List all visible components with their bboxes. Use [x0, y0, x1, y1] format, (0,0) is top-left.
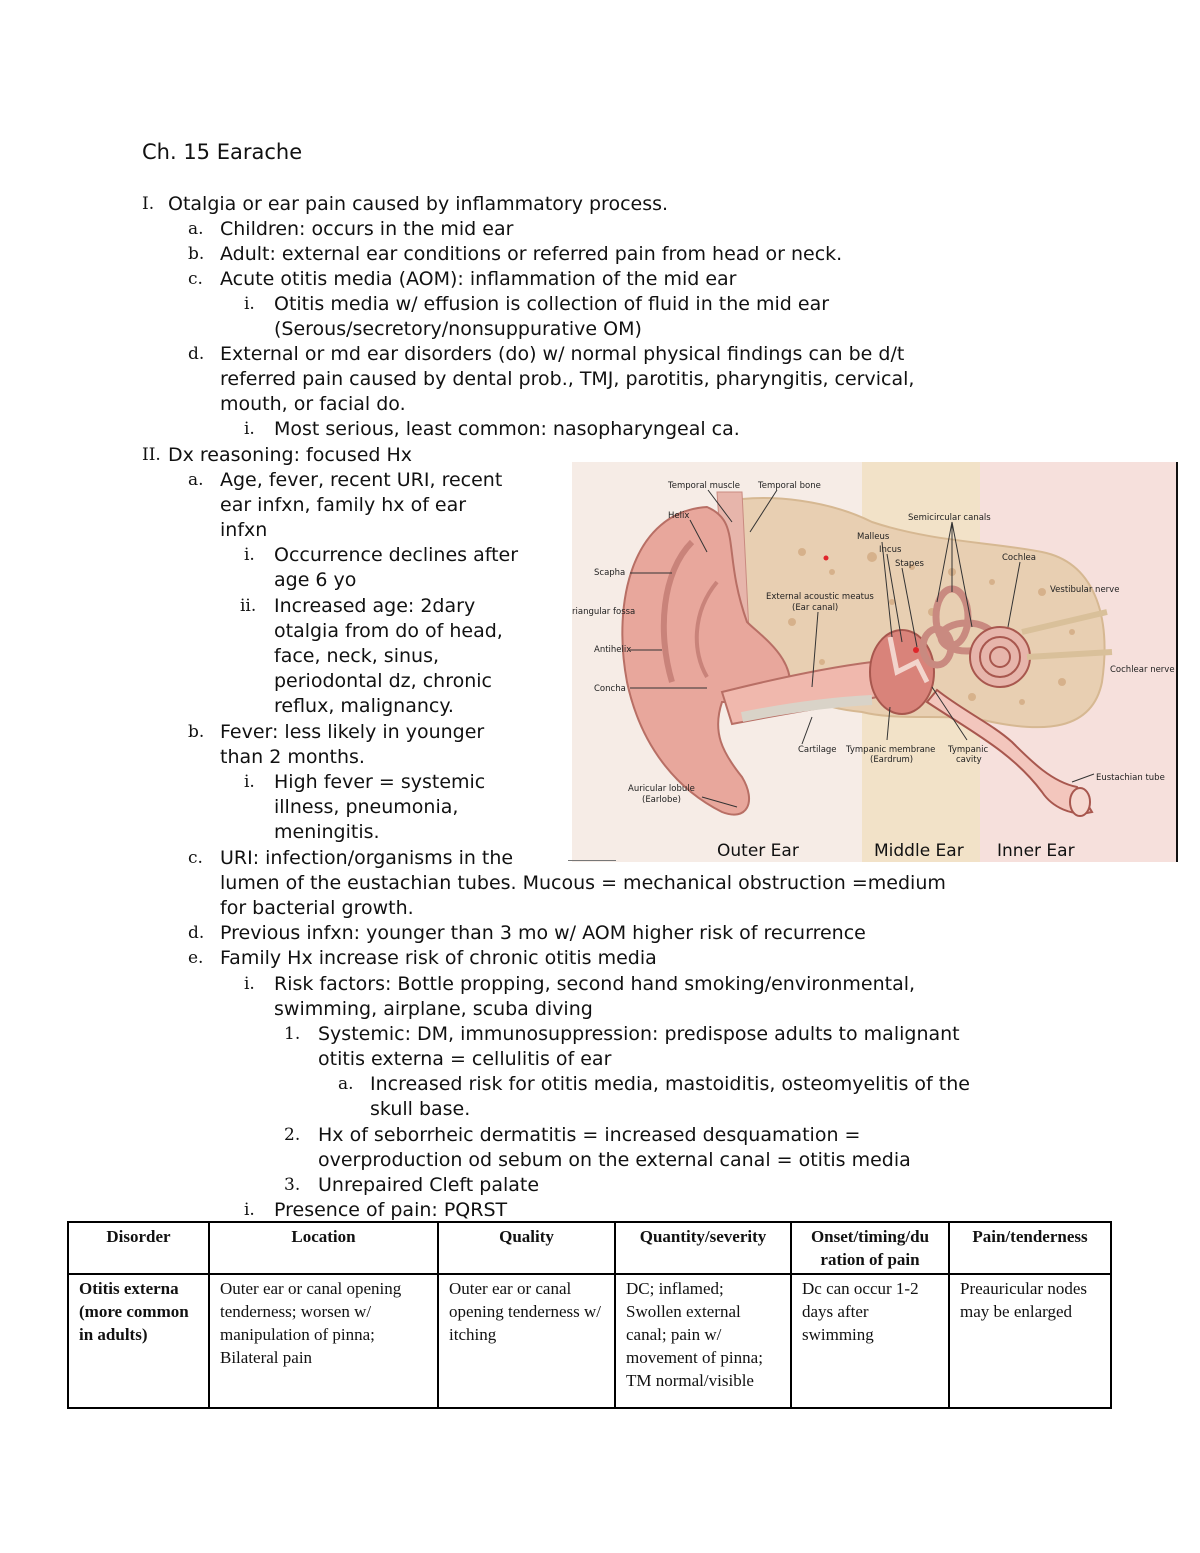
header-quantity-severity: Quantity/severity: [615, 1222, 791, 1274]
label-eustachian-tube: Eustachian tube: [1096, 773, 1165, 783]
label-auricular-lobule: Auricular lobule: [628, 784, 695, 794]
outline-line: lumen of the eustachian tubes. Mucous = mechanical obstruction =medium: [220, 872, 946, 894]
header-onset-timing: Onset/timing/du ration of pain: [791, 1222, 949, 1274]
outline-line: Acute otitis media (AOM): inflammation of the mid ear: [220, 268, 737, 290]
cochlea: [970, 627, 1030, 687]
label-incus: Incus: [879, 545, 902, 555]
outline-line: for bacterial growth.: [220, 897, 414, 919]
outline-line: age 6 yo: [274, 569, 357, 591]
outline-line: Hx of seborrheic dermatitis = increased desquamation =: [318, 1124, 861, 1146]
outline-line: meningitis.: [274, 821, 380, 843]
label-triangular-fossa: riangular fossa: [572, 607, 636, 617]
header-disorder: Disorder: [68, 1222, 209, 1274]
label-semicircular-canals: Semicircular canals: [908, 513, 991, 523]
outline-marker: i.: [244, 772, 255, 792]
label-temporal-bone: Temporal bone: [758, 481, 821, 491]
label-concha: Concha: [594, 684, 626, 694]
page-title: Ch. 15 Earache: [142, 140, 303, 164]
label-earlobe: (Earlobe): [642, 795, 681, 805]
header-quality: Quality: [438, 1222, 615, 1274]
outline-marker: 1.: [284, 1024, 301, 1044]
label-helix: Helix: [668, 511, 690, 521]
outline-line: (Serous/secretory/nonsuppurative OM): [274, 318, 642, 340]
outline-line: periodontal dz, chronic: [274, 670, 492, 692]
outline-line: Unrepaired Cleft palate: [318, 1174, 540, 1196]
outline-line: Otalgia or ear pain caused by inflammatory process.: [168, 193, 669, 215]
label-eardrum: (Eardrum): [870, 755, 914, 765]
outline-marker: i.: [244, 294, 255, 314]
outline-line: than 2 months.: [220, 746, 365, 768]
label-vestibular-nerve: Vestibular nerve: [1050, 585, 1120, 595]
cell-quality: Outer ear or canal opening tenderness w/ itching: [438, 1274, 615, 1408]
cell-disorder: Otitis externa (more common in adults): [68, 1274, 209, 1408]
outline-line: overproduction od sebum on the external canal = otitis media: [318, 1149, 911, 1171]
outline-line: Age, fever, recent URI, recent: [220, 469, 503, 491]
stapes-marker: [913, 647, 919, 653]
ear-disorder-table: [67, 1221, 1112, 1409]
outline-line: Adult: external ear conditions or referred pain from head or neck.: [220, 243, 843, 265]
outline-line: Risk factors: Bottle propping, second hand smoking/environmental,: [274, 973, 916, 995]
table-row: [68, 1274, 1111, 1408]
label-tympanic-membrane: Tympanic membrane: [846, 745, 936, 755]
outline-line: Most serious, least common: nasopharyngeal ca.: [274, 418, 740, 440]
label-malleus: Malleus: [857, 532, 890, 542]
label-antihelix: Antihelix: [594, 645, 632, 655]
outline-line: reflux, malignancy.: [274, 695, 454, 717]
outline-line: swimming, airplane, scuba diving: [274, 998, 593, 1020]
outline-marker: i.: [244, 545, 255, 565]
label-stapes: Stapes: [895, 559, 924, 569]
outline-line: Otitis media w/ effusion is collection of fluid in the mid ear: [274, 293, 830, 315]
outline-line: Family Hx increase risk of chronic otitis media: [220, 947, 657, 969]
outline-line: Fever: less likely in younger: [220, 721, 485, 743]
outline-line: skull base.: [370, 1098, 471, 1120]
table-header-row: [68, 1222, 1111, 1274]
outline-line: Presence of pain: PQRST: [274, 1199, 508, 1221]
label-ear-canal: (Ear canal): [792, 603, 839, 613]
outline-line: Occurrence declines after: [274, 544, 519, 566]
outline-line: Dx reasoning: focused Hx: [168, 444, 413, 466]
outline-marker: d.: [188, 923, 205, 943]
outline-marker: i.: [244, 419, 255, 439]
outline-marker: c.: [188, 848, 203, 868]
outline-marker: c.: [188, 269, 203, 289]
label-scapha: Scapha: [594, 568, 626, 578]
outline-marker: II.: [142, 445, 161, 465]
outline-marker: b.: [188, 722, 205, 742]
outline-marker: a.: [188, 219, 204, 239]
outline-line: referred pain caused by dental prob., TMJ, parotitis, pharyngitis, cervical,: [220, 368, 915, 390]
outline-line: otitis externa = cellulitis of ear: [318, 1048, 612, 1070]
cell-location: Outer ear or canal opening tenderness; worsen w/ manipulation of pinna; Bilateral pain: [209, 1274, 438, 1408]
outline-marker: ii.: [240, 596, 257, 616]
outline-marker: e.: [188, 948, 204, 968]
outline-line: Children: occurs in the mid ear: [220, 218, 514, 240]
section-outer-ear: Outer Ear: [717, 841, 799, 861]
outline-line: infxn: [220, 519, 268, 541]
header-pain-tenderness: Pain/tenderness: [949, 1222, 1111, 1274]
outline-line: Previous infxn: younger than 3 mo w/ AOM higher risk of recurrence: [220, 922, 866, 944]
label-tympanic-cavity-2: cavity: [956, 755, 982, 765]
outline-line: Systemic: DM, immunosuppression: predispose adults to malignant: [318, 1023, 960, 1045]
outline-line: High fever = systemic: [274, 771, 486, 793]
section-inner-ear: Inner Ear: [997, 841, 1075, 861]
label-temporal-muscle: Temporal muscle: [668, 481, 740, 491]
outline-marker: i.: [244, 974, 255, 994]
outline-line: face, neck, sinus,: [274, 645, 440, 667]
outline-line: URI: infection/organisms in the: [220, 847, 514, 869]
section-middle-ear: Middle Ear: [874, 841, 964, 861]
outline-marker: b.: [188, 244, 205, 264]
ear-anatomy-diagram: [572, 462, 1178, 862]
outline-line: illness, pneumonia,: [274, 796, 459, 818]
outline-marker: d.: [188, 344, 205, 364]
label-tympanic-cavity: Tympanic: [948, 745, 989, 755]
cell-quantity: DC; inflamed; Swollen external canal; pain w/ movement of pinna; TM normal/visible: [615, 1274, 791, 1408]
outline-line: otalgia from do of head,: [274, 620, 503, 642]
label-cartilage: Cartilage: [798, 745, 837, 755]
outline-marker: a.: [338, 1074, 354, 1094]
outline-marker: a.: [188, 470, 204, 490]
outline-line: mouth, or facial do.: [220, 393, 406, 415]
label-cochlear-nerve: Cochlear nerve: [1110, 665, 1175, 675]
cell-pain: Preauricular nodes may be enlarged: [949, 1274, 1111, 1408]
outline-line: Increased age: 2dary: [274, 595, 476, 617]
outline-line: External or md ear disorders (do) w/ normal physical findings can be d/t: [220, 343, 905, 365]
image-caption-rule: [568, 860, 616, 861]
label-external-acoustic-meatus: External acoustic meatus: [766, 592, 874, 602]
outline-line: ear infxn, family hx of ear: [220, 494, 467, 516]
cell-onset: Dc can occur 1-2 days after swimming: [791, 1274, 949, 1408]
outline-marker: i.: [244, 1200, 255, 1220]
outline-marker: 2.: [284, 1125, 301, 1145]
header-location: Location: [209, 1222, 438, 1274]
label-cochlea: Cochlea: [1002, 553, 1036, 563]
outline-marker: 3.: [284, 1175, 301, 1195]
outline-line: Increased risk for otitis media, mastoiditis, osteomyelitis of the: [370, 1073, 970, 1095]
outline-marker: I.: [142, 194, 155, 214]
